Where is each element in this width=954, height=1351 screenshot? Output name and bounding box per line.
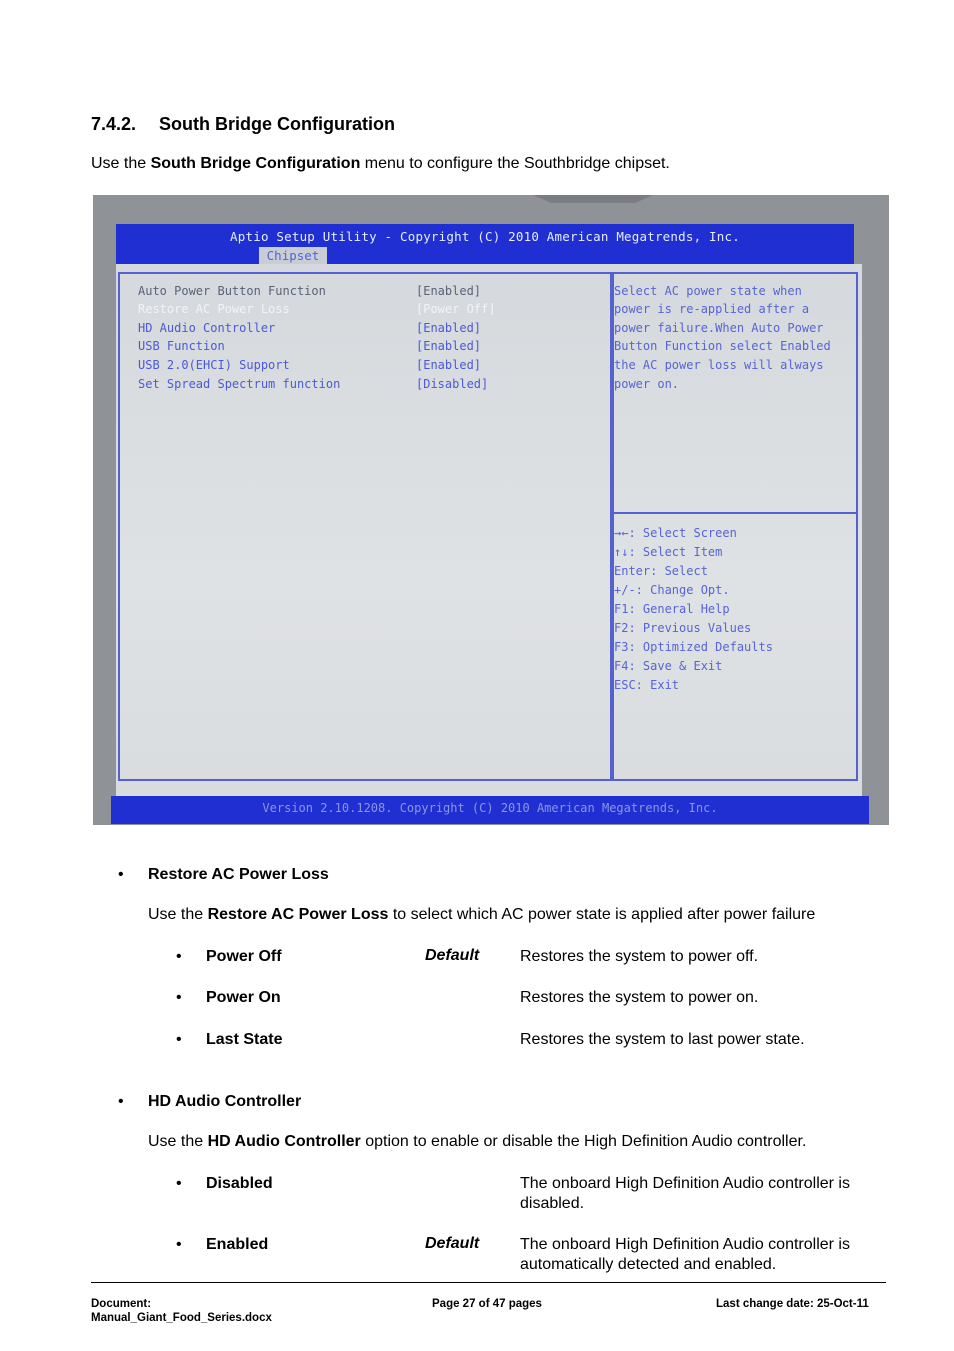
key-hint: +/-: Change Opt. <box>614 583 730 597</box>
intro-bold: South Bridge Configuration <box>150 155 361 172</box>
setting-value[interactable]: [Enabled] <box>416 321 482 335</box>
bullet: • <box>118 1093 124 1110</box>
setting-value[interactable]: [Enabled] <box>416 339 482 353</box>
intro-text: Use the <box>91 155 151 172</box>
tab-chipset[interactable]: Chipset <box>259 247 327 264</box>
key-hint: F1: General Help <box>614 602 730 616</box>
option-desc: The onboard High Definition Audio controller is automatically detected and enabled. <box>520 1236 850 1273</box>
help-text: Select AC power state when <box>614 284 802 298</box>
help-divider <box>612 512 858 514</box>
monitor-notch <box>533 195 653 203</box>
setting-value[interactable]: [Power Off] <box>416 302 496 316</box>
bullet: • <box>176 948 182 965</box>
key-hint: Enter: Select <box>614 564 708 578</box>
bios-header <box>116 224 854 264</box>
option-power-off: Power Off <box>206 948 282 965</box>
footer-page-number: Page 27 of 47 pages <box>432 1298 542 1310</box>
setting-auto-power-button[interactable]: Auto Power Button Function <box>138 284 326 298</box>
bios-body <box>116 264 862 796</box>
footer-doc-label: Document: <box>91 1298 152 1310</box>
bullet: • <box>118 866 124 883</box>
bios-version: Version 2.10.1208. Copyright (C) 2010 American Megatrends, Inc. <box>262 801 718 815</box>
footer-doc-name: Manual_Giant_Food_Series.docx <box>91 1312 272 1324</box>
option-power-on: Power On <box>206 989 281 1006</box>
option-desc: Restores the system to power off. <box>520 948 759 965</box>
setting-usb-function[interactable]: USB Function <box>138 339 225 353</box>
setting-value[interactable]: [Enabled] <box>416 358 482 372</box>
section-heading <box>91 114 395 135</box>
option-desc: The onboard High Definition Audio controller is disabled. <box>520 1175 850 1212</box>
setting-usb-ehci-support[interactable]: USB 2.0(EHCI) Support <box>138 358 290 372</box>
option-enabled: Enabled <box>206 1236 269 1253</box>
option-desc: Restores the system to last power state. <box>520 1031 805 1048</box>
audio-title: HD Audio Controller <box>148 1093 302 1110</box>
key-hint: F3: Optimized Defaults <box>614 640 773 654</box>
option-last-state: Last State <box>206 1031 283 1048</box>
setting-restore-ac-power-loss[interactable]: Restore AC Power Loss <box>138 302 290 316</box>
desc-bold: HD Audio Controller <box>207 1133 361 1150</box>
key-hint: ↑↓: Select Item <box>614 545 723 559</box>
footer-date: Last change date: 25-Oct-11 <box>716 1298 869 1310</box>
key-hint: F2: Previous Values <box>614 621 752 635</box>
setting-value[interactable]: [Enabled] <box>416 284 482 298</box>
bullet: • <box>176 1031 182 1048</box>
default-label: Default <box>425 947 480 964</box>
bullet: • <box>176 1236 182 1253</box>
bullet: • <box>176 1175 182 1192</box>
setting-spread-spectrum[interactable]: Set Spread Spectrum function <box>138 377 341 391</box>
help-text: power on. <box>614 377 680 391</box>
desc-bold: Restore AC Power Loss <box>207 906 389 923</box>
bios-title: Aptio Setup Utility - Copyright (C) 2010 American Megatrends, Inc. <box>230 229 740 244</box>
help-text: the AC power loss will always <box>614 358 824 372</box>
section-intro <box>91 155 670 173</box>
key-hint: →←: Select Screen <box>614 526 737 540</box>
help-text: power is re-applied after a <box>614 302 810 316</box>
option-disabled: Disabled <box>206 1175 273 1192</box>
desc-text: Use the <box>148 1133 208 1150</box>
setting-hd-audio-controller[interactable]: HD Audio Controller <box>138 321 276 335</box>
desc-text-end: option to enable or disable the High Definition Audio controller. <box>360 1133 807 1150</box>
option-desc: Restores the system to power on. <box>520 989 759 1006</box>
help-text: power failure.When Auto Power <box>614 321 824 335</box>
bios-screenshot <box>93 195 889 825</box>
footer-rule <box>91 1282 886 1283</box>
restore-desc <box>148 906 815 924</box>
desc-text-end: to select which AC power state is applied after power failure <box>388 906 816 923</box>
setting-value[interactable]: [Disabled] <box>416 377 489 391</box>
bios-footer <box>111 796 869 824</box>
audio-desc <box>148 1133 806 1151</box>
default-label: Default <box>425 1235 480 1252</box>
intro-text-end: menu to configure the Southbridge chipset. <box>360 155 670 172</box>
key-hint: F4: Save & Exit <box>614 659 723 673</box>
desc-text: Use the <box>148 906 208 923</box>
bullet: • <box>176 989 182 1006</box>
section-title: South Bridge Configuration <box>159 114 395 134</box>
section-number: 7.4.2. <box>91 114 137 134</box>
key-hint: ESC: Exit <box>614 678 680 692</box>
footer-document <box>91 1297 272 1325</box>
restore-title: Restore AC Power Loss <box>148 866 329 883</box>
help-text: Button Function select Enabled <box>614 339 831 353</box>
